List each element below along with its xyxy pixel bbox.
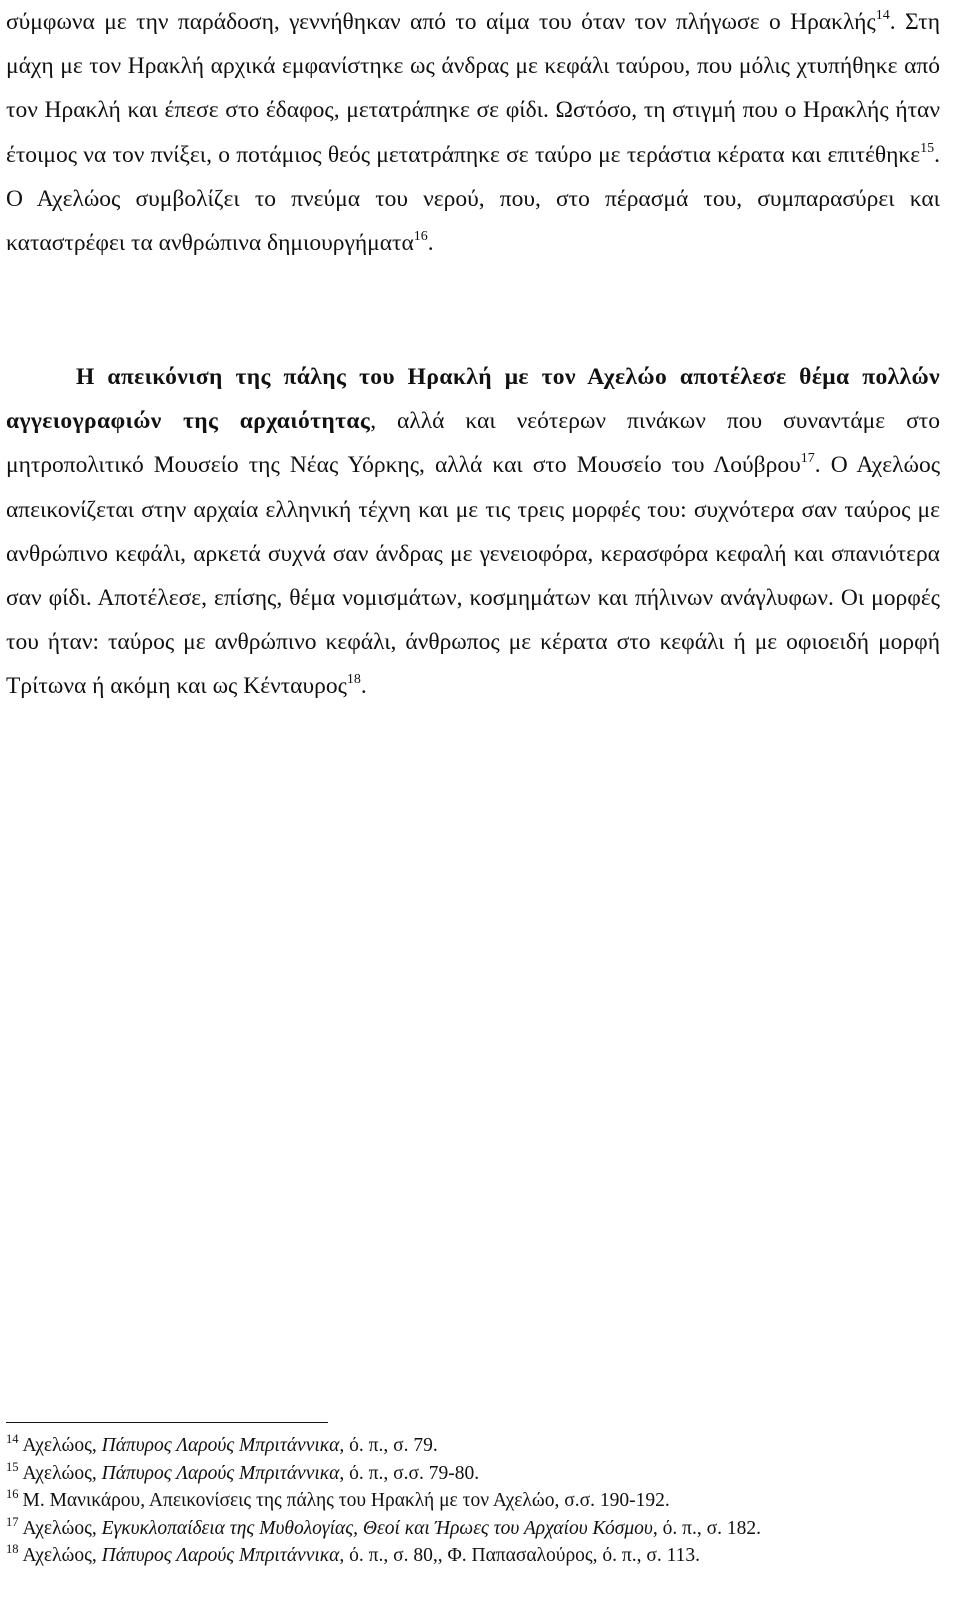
footnote-number: 15 — [6, 1459, 19, 1474]
footnote-ref-17: 17 — [800, 451, 815, 467]
footnote-ref-18: 18 — [346, 672, 361, 688]
footnote-text: Αχελώος, — [22, 1462, 102, 1484]
footnote-18 — [6, 1542, 946, 1570]
paragraph-2-bold-lead: Η απεικόνιση της πάλης του Ηρακλή με τον Αχελώο αποτέλεσε θέμα πολλών αγγειογραφιών της αρχαιότητας — [6, 364, 940, 435]
paragraph-2-text-c: . — [360, 673, 367, 700]
footnote-title: Πάπυρος Λαρούς Μπριτάννικα — [101, 1545, 340, 1566]
footnote-14 — [6, 1432, 946, 1460]
footnote-locator: , ό. π., σ.σ. 79-80. — [339, 1462, 480, 1484]
footnote-separator — [6, 1422, 328, 1423]
footnote-number: 14 — [6, 1432, 19, 1446]
footnote-15 — [6, 1460, 946, 1488]
paragraph-1-text-d: . — [427, 230, 434, 257]
footnote-title: Πάπυρος Λαρούς Μπριτάννικα — [101, 1462, 340, 1484]
footnote-ref-14: 14 — [875, 8, 890, 23]
footnote-number: 16 — [6, 1487, 19, 1501]
footnote-ref-15: 15 — [920, 140, 935, 156]
footnote-16 — [6, 1487, 946, 1515]
paragraph-1-text-b: . Στη μάχη με τον Ηρακλή αρχικά εμφανίστηκε ως άνδρας με κεφάλι ταύρου, που μόλις χτυπήθηκε από τον Ηρακλή και έπεσε στο έδαφος, μετατράπηκε σε φίδι. Ωστόσο, τη στιγμή που ο Ηρακλής ήταν έτοιμος να τον πνίξει, ο ποτάμιος θεός μετατράπηκε σε ταύρο με τεράστια κέρατα και επιτέθηκε — [6, 9, 940, 168]
footnote-title: Εγκυκλοπαίδεια της Μυθολογίας, Θεοί και Ήρωες του Αρχαίου Κόσμου — [101, 1517, 653, 1539]
footnote-text: Αχελώος, — [22, 1435, 102, 1456]
footnote-locator: , ό. π., σ. 182. — [652, 1517, 761, 1539]
footnote-text: Αχελώος, — [22, 1517, 102, 1539]
footnote-ref-16: 16 — [413, 229, 428, 245]
footnote-text: Αχελώος, — [22, 1545, 102, 1566]
footnote-text: Μ. Μανικάρου, Απεικονίσεις της πάλης του Ηρακλή με τον Αχελώο, σ.σ. 190-192. — [22, 1490, 670, 1511]
paragraph-1 — [6, 0, 940, 265]
footnote-locator: , ό. π., σ. 79. — [339, 1435, 438, 1456]
paragraph-1-text-c: . Ο Αχελώος συμβολίζει το πνεύμα του νερού, που, στο πέρασμά του, συμπαρασύρει και καταστρέφει τα ανθρώπινα δημιουργήματα — [6, 141, 940, 257]
paragraph-2-text-a: , αλλά και νεότερων πινάκων που συναντάμε στο μητροπολιτικό Μουσείο της Νέας Υόρκης, αλλά και στο Μουσείο του Λούβρου — [6, 408, 940, 479]
footnote-17 — [6, 1515, 946, 1543]
paragraph-1-text-a: σύμφωνα με την παράδοση, γεννήθηκαν από το αίμα του όταν τον πλήγωσε ο Ηρακλής — [6, 9, 876, 35]
paragraph-2-text-b: . Ο Αχελώος απεικονίζεται στην αρχαία ελληνική τέχνη και με τις τρεις μορφές του: συχνότερα σαν ταύρος με ανθρώπινο κεφάλι, αρκετά συχνά σαν άνδρας με γενειοφόρα, κερασφόρα κεφαλή και σπανιότερα σαν φίδι. Αποτέλεσε, επίσης, θέμα νομισμάτων, κοσμημάτων και πήλινων ανάγλυφων. Οι μορφές του ήταν: ταύρος με ανθρώπινο κεφάλι, άνθρωπος με κέρατα στο κεφάλι ή με οφιοειδή μορφή Τρίτωνα ή ακόμη και ως Κένταυρος — [6, 452, 941, 700]
footnote-title: Πάπυρος Λαρούς Μπριτάννικα — [101, 1435, 340, 1456]
paragraph-2 — [6, 355, 940, 709]
footnote-number: 17 — [6, 1514, 19, 1529]
footnote-locator: , ό. π., σ. 80,, Φ. Παπασαλούρος, ό. π., σ. 113. — [339, 1545, 701, 1566]
footnote-number: 18 — [6, 1542, 19, 1556]
footnotes — [6, 1432, 946, 1570]
